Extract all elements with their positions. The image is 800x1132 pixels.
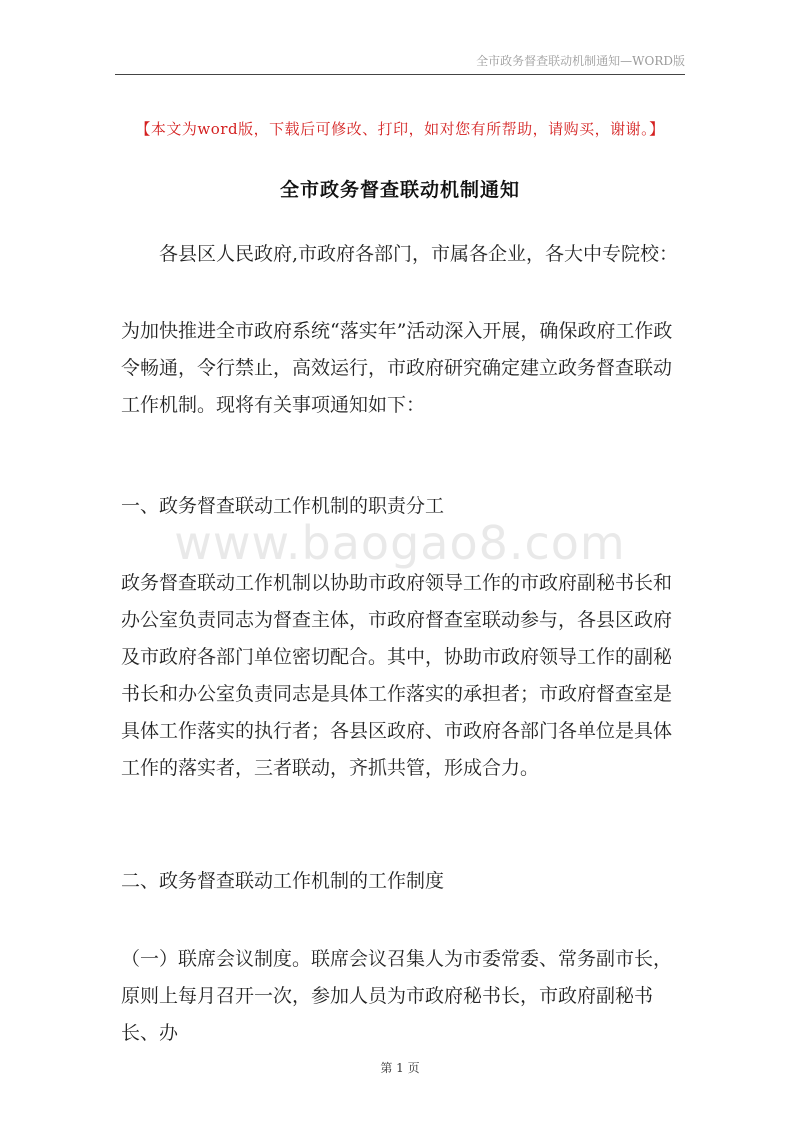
paragraph-intro: 为加快推进全市政府系统“落实年”活动深入开展，确保政府工作政令畅通，令行禁止，高效运行，市政府研究确定建立政务督查联动工作机制。现将有关事项通知如下： [121, 320, 673, 416]
section-heading-responsibilities: 一、政务督查联动工作机制的职责分工 [121, 495, 445, 517]
running-title: 全市政务督查联动机制通知—WORD版 [476, 54, 685, 68]
paragraph-responsibilities: 政务督查联动工作机制以协助市政府领导工作的市政府副秘书长和办公室负责同志为督查主体，市政府督查室联动参与，各县区政府及市政府各部门单位密切配合。其中，协助市政府领导工作的副秘书长和办公室负责同志是具体工作落实的承担者；市政府督查室是具体工作落实的执行者；各县区政府、市政府各部门各单位是具体工作的落实者，三者联动，齐抓共管，形成合力。 [121, 572, 673, 779]
page-header [115, 52, 685, 75]
download-notice-banner: 【本文为word版，下载后可修改、打印，如对您有所帮助，请购买，谢谢。】 [135, 120, 665, 138]
section-heading-work-system: 二、政务督查联动工作机制的工作制度 [121, 870, 445, 892]
salutation: 各县区人民政府,市政府各部门，市属各企业，各大中专院校： [159, 243, 679, 265]
watermark: www.baogao8.com [174, 516, 626, 570]
page-number: 第 1 页 [380, 1061, 420, 1075]
paragraph-joint-meeting: （一）联席会议制度。联席会议召集人为市委常委、常务副市长，原则上每月召开一次，参加人员为市政府秘书长，市政府副秘书长、办 [121, 948, 673, 1044]
document-title: 全市政务督查联动机制通知 [279, 179, 520, 201]
